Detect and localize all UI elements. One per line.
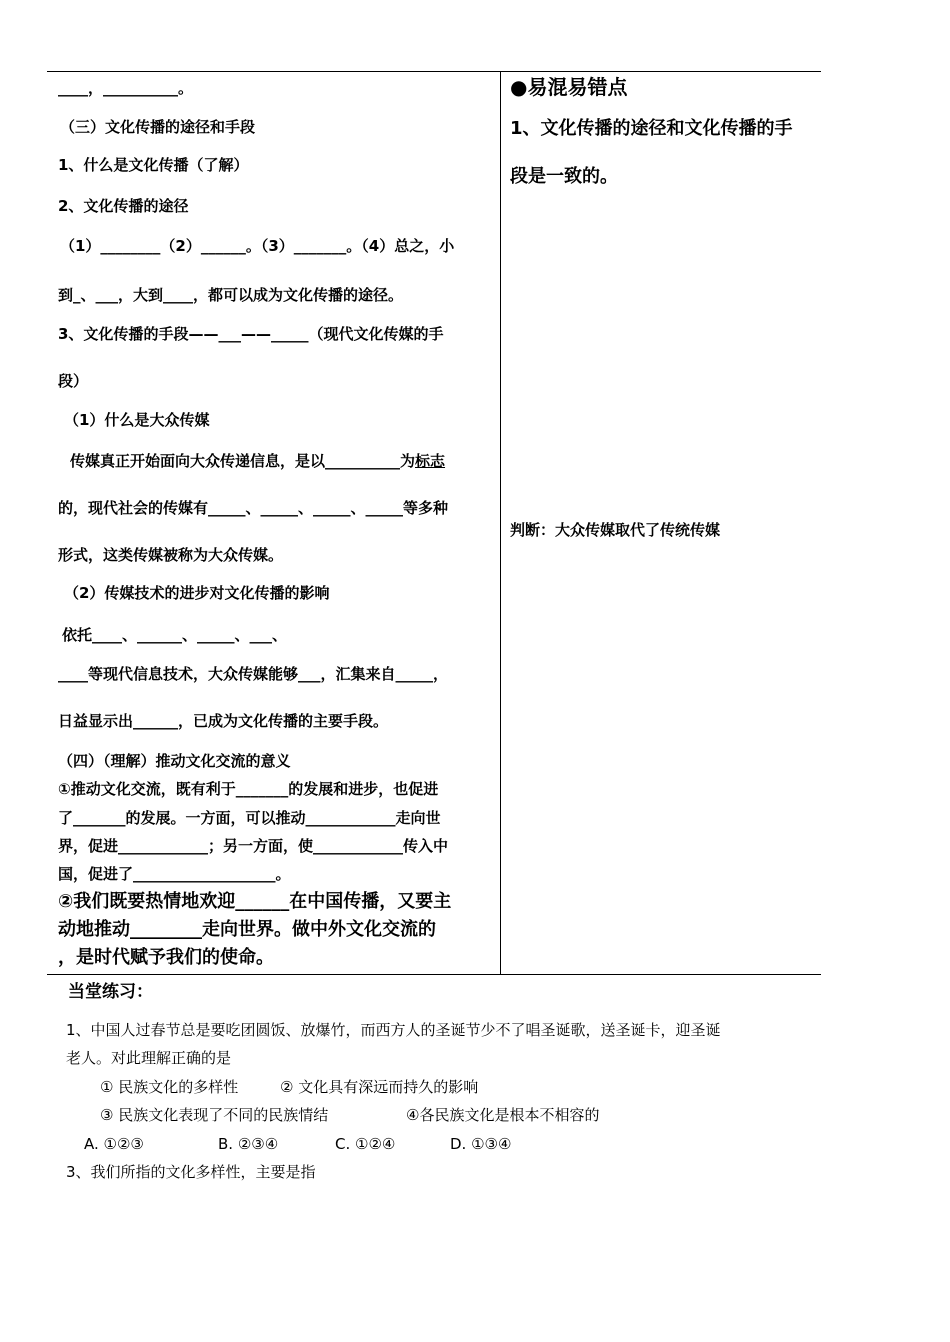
choice-b: B. ②③④ <box>218 1135 279 1153</box>
error-prone-item-1-line-2: 段是一致的。 <box>510 166 618 187</box>
judgement-statement: 判断：大众传媒取代了传统传媒 <box>510 521 721 539</box>
option-1: ① 民族文化的多样性 <box>100 1078 239 1096</box>
table-top-border <box>47 71 821 72</box>
section-3-heading: （三）文化传播的途径和手段 <box>60 118 256 136</box>
subsection-2-line-2: ____等现代信息技术，大众传媒能够___，汇集来自_____， <box>58 665 449 683</box>
practice-q1-line-2: 老人。对此理解正确的是 <box>66 1049 232 1067</box>
question-2-line-1: （1）________（2）______。（3）_______。（4）总之，小 <box>60 237 455 255</box>
option-2: ② 文化具有深远而持久的影响 <box>280 1078 479 1096</box>
practice-q1-line-1: 1、中国人过春节总是要吃团圆饭、放爆竹，而西方人的圣诞节少不了唱圣诞歌，送圣诞卡，迎圣诞 <box>66 1021 721 1039</box>
section-4-para-1-line-2: 了_______的发展。一方面，可以推动____________走向世 <box>58 809 441 827</box>
section-4-heading: （四）（理解）推动文化交流的意义 <box>58 752 291 770</box>
table-bottom-border <box>47 974 821 975</box>
option-3: ③ 民族文化表现了不同的民族情结 <box>100 1106 329 1124</box>
question-3-line-1: 3、文化传播的手段——___——_____（现代文化传媒的手 <box>58 325 444 343</box>
question-3-line-2: 段） <box>58 372 89 390</box>
subsection-2-line-3: 日益显示出______，已成为文化传播的主要手段。 <box>58 712 389 730</box>
question-1: 1、什么是文化传播（了解） <box>58 156 249 174</box>
section-4-para-1-line-3: 界，促进____________；另一方面，使____________传入中 <box>58 837 449 855</box>
subsection-2-heading: （2）传媒技术的进步对文化传播的影响 <box>64 584 330 602</box>
practice-heading: 当堂练习： <box>68 982 153 1002</box>
subsection-1-line-3: 形式，这类传媒被称为大众传媒。 <box>58 546 284 564</box>
subsection-1-heading: （1）什么是大众传媒 <box>64 411 210 429</box>
question-2-line-2: 到_、___，大到____，都可以成为文化传播的途径。 <box>58 286 404 304</box>
practice-q3: 3、我们所指的文化多样性，主要是指 <box>66 1163 316 1181</box>
error-prone-heading: ●易混易错点 <box>510 75 628 99</box>
section-4-para-1-line-1: ①推动文化交流，既有利于_______的发展和进步，也促进 <box>58 780 439 798</box>
section-4-para-2-line-3: ，是时代赋予我们的使命。 <box>58 947 274 968</box>
error-prone-item-1-line-1: 1、文化传播的途径和文化传播的手 <box>510 118 793 139</box>
subsection-2-line-1: 依托____、______、_____、___、 <box>62 626 288 644</box>
option-4: ④各民族文化是根本不相容的 <box>406 1106 600 1124</box>
blank-line-top: ____，__________。 <box>58 79 194 97</box>
choice-c: C. ①②④ <box>335 1135 396 1153</box>
section-4-para-1-line-4: 国，促进了___________________。 <box>58 865 291 883</box>
table-column-divider <box>500 71 501 975</box>
underlined-word: 标志 <box>415 452 446 470</box>
section-4-para-2-line-1: ②我们既要热情地欢迎______在中国传播，又要主 <box>58 891 452 912</box>
subsection-1-line-1-text: 传媒真正开始面向大众传递信息，是以__________为 <box>70 452 416 470</box>
choice-d: D. ①③④ <box>450 1135 512 1153</box>
question-2: 2、文化传播的途径 <box>58 197 189 215</box>
section-4-para-2-line-2: 动地推动________走向世界。做中外文化交流的 <box>58 919 436 940</box>
subsection-1-line-2: 的，现代社会的传媒有_____、_____、_____、_____等多种 <box>58 499 449 517</box>
subsection-1-line-1 <box>70 451 445 471</box>
choice-a: A. ①②③ <box>84 1135 144 1153</box>
